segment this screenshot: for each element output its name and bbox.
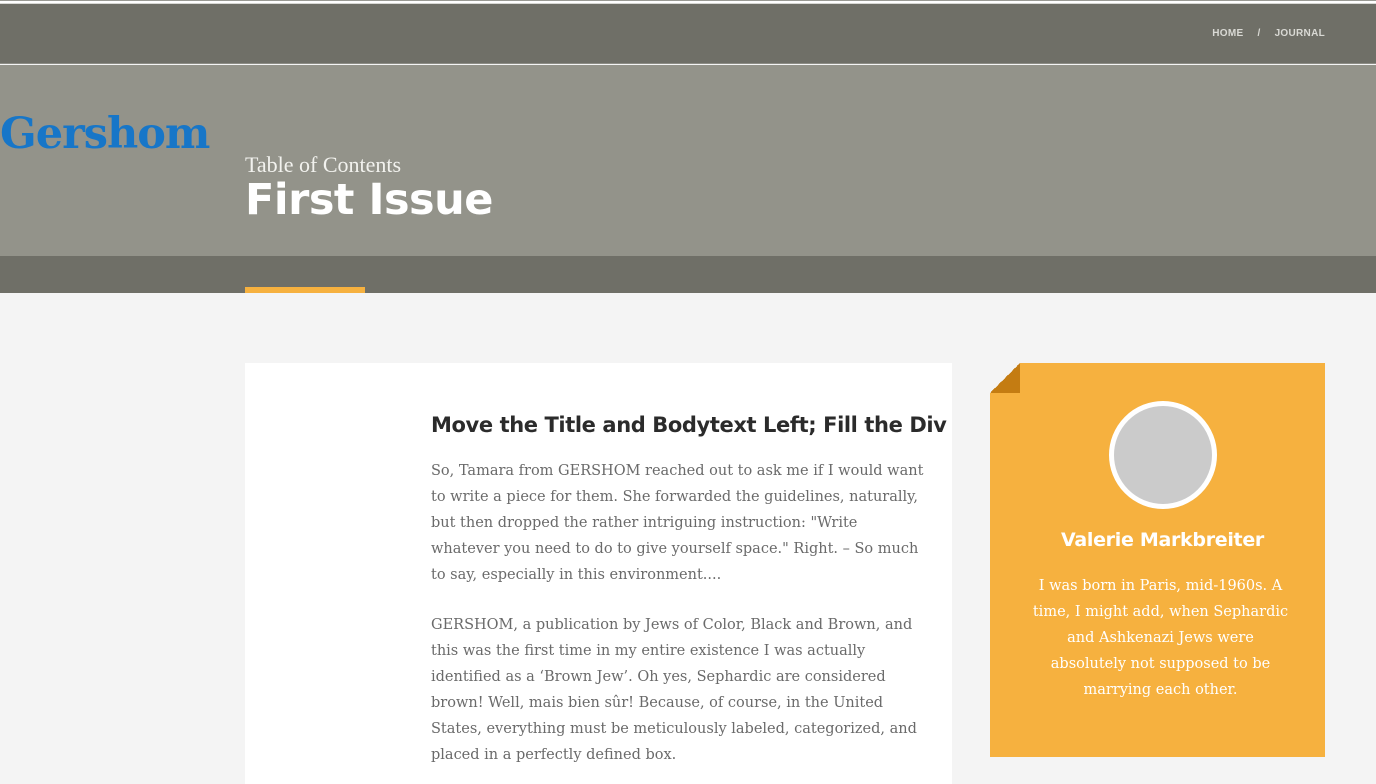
page-subtitle: Table of Contents [245,152,402,177]
folded-corner [990,363,1020,393]
article-card [245,363,952,784]
breadcrumb [1212,28,1325,39]
site-logo[interactable]: Gershom [0,109,210,159]
article-paragraph: So, Tamara from GERSHOM reached out to ask me if I would want to write a piece for them. She forwarded the guidelines, naturally, but then dropped the rather intriguing instruction: "Write whatever you need to do to give yourself space." Right. – So much to say, especially in this environment.... [431,463,924,583]
author-name[interactable]: Valerie Markbreiter [1060,529,1264,551]
author-card [990,363,1325,757]
breadcrumb-home-link[interactable]: HOME [1212,28,1244,39]
page-header [0,65,1376,256]
breadcrumb-separator: / [1257,28,1261,39]
article-title[interactable]: Move the Title and Bodytext Left; Fill the Div [431,413,947,437]
article-body [431,458,926,784]
header-sub-bar [0,256,1376,293]
page-title: First Issue [245,175,493,225]
top-navigation-bar [0,4,1376,64]
article-paragraph: GERSHOM, a publication by Jews of Color, Black and Brown, and this was the first time in my entire existence I was actually identified as a ‘Brown Jew’. Oh yes, Sephardic are considered brown! Well, mais bien sûr! Because, of course, in the United States, everything must be meticulously labeled, categorized, and placed in a perfectly defined box. [431,617,917,763]
author-bio: I was born in Paris, mid-1960s. A time, I might add, when Sephardic and Ashkenazi Jews were absolutely not supposed to be marrying each other. [1032,578,1289,698]
title-accent-underline [245,287,365,293]
author-avatar [1109,401,1217,509]
breadcrumb-journal-link[interactable]: JOURNAL [1274,28,1325,39]
